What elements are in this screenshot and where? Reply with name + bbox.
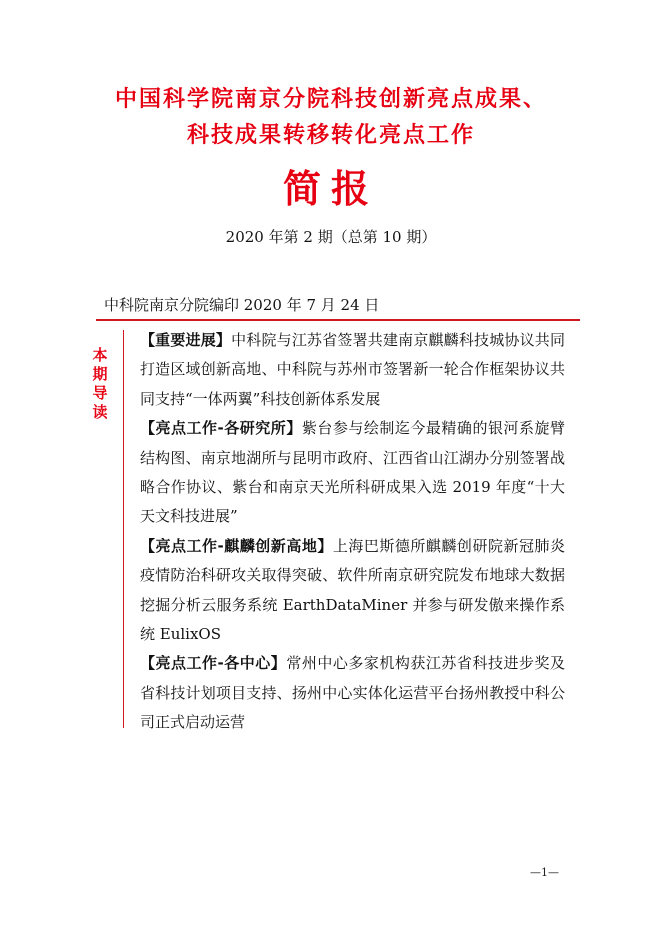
- highlights-list: [140, 326, 565, 738]
- side-label-char: 期: [92, 365, 108, 383]
- title-line-1: 中国科学院南京分院科技创新亮点成果、: [114, 86, 547, 112]
- header-divider: [96, 319, 580, 321]
- bulletin-heading: 简报: [282, 166, 379, 211]
- highlight-text: 常州中心多家机构获江苏省科技进步奖及省科技计划项目支持、扬州中心实体化运营平台扬州教授中科公司正式启动运营: [140, 654, 565, 732]
- side-label-char: 本: [92, 346, 108, 364]
- highlight-tag: 【重要进展】: [140, 331, 232, 349]
- editor-date-line: 中科院南京分院编印 2020 年 7 月 24 日: [104, 296, 380, 314]
- page-number: —1—: [530, 866, 559, 879]
- highlight-text: 上海巴斯德所麒麟创研院新冠肺炎疫情防治科研攻关取得突破、软件所南京研究院发布地球大数据挖掘分析云服务系统 EarthDataMiner 并参与研发傲来操作系统 EulixOS: [140, 536, 565, 644]
- title-line-2: 科技成果转移转化亮点工作: [186, 122, 475, 148]
- highlight-text: 中科院与江苏省签署共建南京麒麟科技城协议共同打造区域创新高地、中科院与苏州市签署新一轮合作框架协议共同支持“一体两翼”科技创新体系发展: [140, 331, 565, 408]
- summary-vertical-divider: [123, 330, 124, 728]
- highlight-item-major-progress: [140, 326, 565, 414]
- highlight-text: 紫台参与绘制迄今最精确的银河系旋臂结构图、南京地湖所与昆明市政府、江西省山江湖办分别签署战略合作协议、紫台和南京天光所科研成果入选 2019 年度“十大天文科技进展”: [140, 419, 565, 526]
- highlight-tag: 【亮点工作-麒麟创新高地】: [140, 536, 333, 555]
- highlight-item-centers: [140, 649, 565, 737]
- highlight-item-institutes: [140, 414, 565, 532]
- issue-number: 2020 年第 2 期（总第 10 期）: [225, 228, 437, 246]
- highlight-tag: 【亮点工作-各中心】: [140, 654, 287, 673]
- highlight-item-qilin: [140, 532, 565, 650]
- side-label-char: 导: [92, 384, 108, 402]
- highlight-tag: 【亮点工作-各研究所】: [140, 419, 302, 438]
- side-label-char: 读: [92, 403, 108, 421]
- side-label-this-issue: [90, 346, 110, 422]
